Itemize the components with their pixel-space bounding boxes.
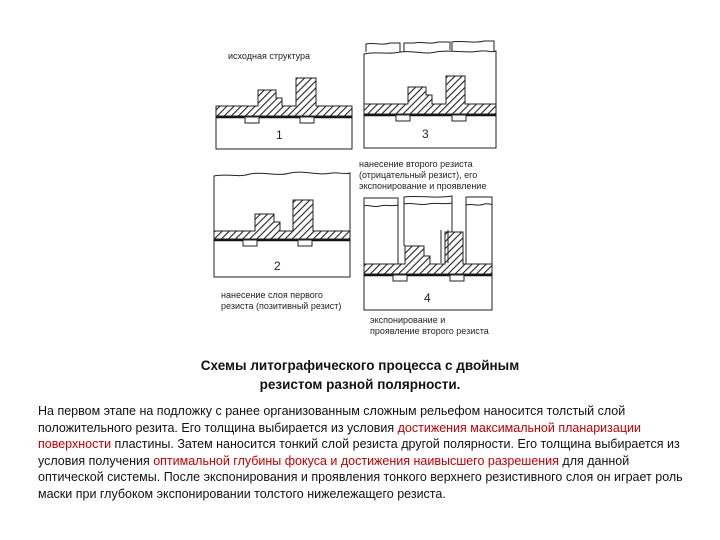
buried-step bbox=[300, 117, 314, 123]
buried-step bbox=[396, 115, 410, 121]
panel-initial-structure bbox=[216, 51, 352, 149]
first-resist-layer bbox=[214, 172, 350, 240]
label-second-resist: нанесение второго резиста (отрицательный резист), его экспонирование и проявление bbox=[359, 159, 487, 191]
figure-caption bbox=[0, 356, 720, 394]
buried-step bbox=[243, 240, 257, 246]
step-number-1: 1 bbox=[276, 128, 283, 142]
step-number-2: 2 bbox=[274, 259, 281, 273]
substrate bbox=[364, 115, 496, 148]
panel-first-resist bbox=[214, 172, 350, 311]
substrate bbox=[214, 240, 350, 277]
second-resist-layer bbox=[366, 41, 494, 52]
relief-layer bbox=[216, 78, 352, 116]
label-exposure: экспонирование и проявление второго резиста bbox=[370, 315, 489, 336]
step-number-3: 3 bbox=[422, 127, 429, 141]
text-part-1: На первом этапе на подложку с ранее организованным сложным рельефом наносится толстый слой положительного резита. Его толщина выбирается из условия bbox=[38, 404, 626, 435]
relief-layer bbox=[214, 200, 350, 239]
buried-step bbox=[450, 275, 464, 281]
relief-layer bbox=[364, 232, 492, 274]
substrate bbox=[216, 117, 352, 149]
label-initial-structure: исходная структура bbox=[228, 51, 311, 61]
panel-second-resist bbox=[359, 41, 496, 191]
resist-pillar bbox=[364, 205, 398, 264]
description-paragraph bbox=[38, 403, 688, 502]
buried-step bbox=[245, 117, 259, 123]
caption-line-2: резистом разной полярности. bbox=[259, 377, 461, 392]
panel-exposure bbox=[364, 196, 492, 336]
relief-layer bbox=[364, 76, 496, 114]
caption-line-1: Схемы литографического процесса с двойным bbox=[200, 358, 520, 373]
highlight-planarization: достижения максимальной планаризации поверхности bbox=[38, 420, 641, 451]
buried-step bbox=[452, 115, 466, 121]
step-number-4: 4 bbox=[424, 291, 431, 305]
buried-step bbox=[393, 275, 407, 281]
highlight-resolution: оптимальной глубины фокуса и достижения наивысшего разрешения bbox=[153, 453, 559, 468]
buried-step bbox=[298, 240, 312, 246]
resist-pillar bbox=[466, 204, 492, 264]
label-first-resist: нанесение слоя первого резиста (позитивный резист) bbox=[221, 290, 342, 311]
text-part-2: пластины. Затем наносится тонкий слой резиста другой полярности. Его толщина выбирается из условия получения bbox=[38, 437, 680, 468]
text-part-3: для данной оптической системы. После экспонирования и проявления тонкого верхнего резистивного слоя он играет роль маски при глубоком экспонировании толстого нижележащего резиста. bbox=[38, 453, 683, 501]
